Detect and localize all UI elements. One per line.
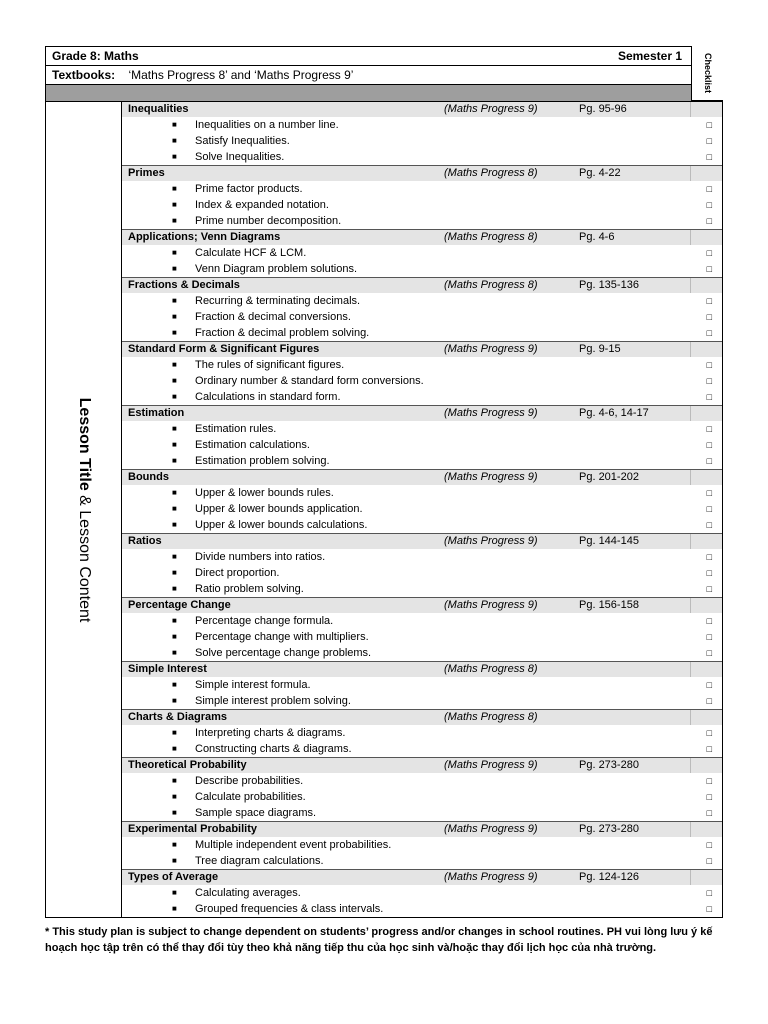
bullet-icon: ■ <box>172 184 177 193</box>
lesson-item-text: Recurring & terminating decimals. <box>195 295 361 307</box>
section-name: Simple Interest <box>128 663 207 675</box>
checkbox-icon[interactable]: □ <box>706 392 712 402</box>
lesson-item <box>122 213 722 229</box>
bullet-icon: ■ <box>172 520 177 529</box>
checkbox-icon[interactable]: □ <box>706 184 712 194</box>
lesson-item-text: Upper & lower bounds rules. <box>195 487 334 499</box>
bullet-icon: ■ <box>172 568 177 577</box>
section-name: Estimation <box>128 407 185 419</box>
checkbox-icon[interactable]: □ <box>706 136 712 146</box>
bullet-icon: ■ <box>172 840 177 849</box>
checkbox-icon[interactable]: □ <box>706 376 712 386</box>
checkbox-icon[interactable]: □ <box>706 296 712 306</box>
section-page: Pg. 4-6, 14-17 <box>579 407 649 419</box>
lesson-item <box>122 293 722 309</box>
section-title-row <box>122 102 722 117</box>
checkbox-icon[interactable]: □ <box>706 488 712 498</box>
section-book: (Maths Progress 9) <box>444 103 538 115</box>
lesson-item <box>122 581 722 597</box>
lesson-item <box>122 549 722 565</box>
checklist-header <box>691 46 723 101</box>
checkbox-icon[interactable]: □ <box>706 744 712 754</box>
lesson-item-text: Percentage change with multipliers. <box>195 631 369 643</box>
section-page: Pg. 273-280 <box>579 823 639 835</box>
section-book: (Maths Progress 8) <box>444 279 538 291</box>
section-name: Theoretical Probability <box>128 759 247 771</box>
textbooks-value: ‘Maths Progress 8’ and ‘Maths Progress 9’ <box>128 68 354 82</box>
lesson-item <box>122 389 722 405</box>
lesson-item-text: Prime factor products. <box>195 183 303 195</box>
side-column <box>46 102 122 917</box>
section-name: Applications; Venn Diagrams <box>128 231 281 243</box>
lesson-item-text: Constructing charts & diagrams. <box>195 743 352 755</box>
bullet-icon: ■ <box>172 264 177 273</box>
checkbox-icon[interactable]: □ <box>706 696 712 706</box>
lesson-item <box>122 421 722 437</box>
grade-title: Grade 8: Maths <box>52 49 139 63</box>
checkbox-icon[interactable]: □ <box>706 520 712 530</box>
section-book: (Maths Progress 9) <box>444 343 538 355</box>
lesson-item <box>122 485 722 501</box>
bullet-icon: ■ <box>172 552 177 561</box>
checkbox-icon[interactable]: □ <box>706 616 712 626</box>
lesson-item <box>122 261 722 277</box>
lesson-item-text: Estimation problem solving. <box>195 455 330 467</box>
bullet-icon: ■ <box>172 152 177 161</box>
lesson-item-text: Interpreting charts & diagrams. <box>195 727 346 739</box>
lesson-item-text: Upper & lower bounds application. <box>195 503 363 515</box>
checkbox-icon[interactable]: □ <box>706 120 712 130</box>
bullet-icon: ■ <box>172 648 177 657</box>
lesson-item <box>122 645 722 661</box>
section-book: (Maths Progress 9) <box>444 823 538 835</box>
checkbox-icon[interactable]: □ <box>706 856 712 866</box>
lesson-item <box>122 901 722 917</box>
bullet-icon: ■ <box>172 632 177 641</box>
section-name: Bounds <box>128 471 169 483</box>
bullet-icon: ■ <box>172 680 177 689</box>
section-title-row <box>122 597 722 613</box>
lesson-item <box>122 677 722 693</box>
checkbox-icon[interactable]: □ <box>706 328 712 338</box>
bullet-icon: ■ <box>172 328 177 337</box>
section-page: Pg. 273-280 <box>579 759 639 771</box>
checkbox-icon[interactable]: □ <box>706 424 712 434</box>
section-book: (Maths Progress 9) <box>444 871 538 883</box>
lesson-item-text: Calculate probabilities. <box>195 791 306 803</box>
lesson-item-text: Estimation calculations. <box>195 439 310 451</box>
textbooks-label: Textbooks: <box>52 68 116 82</box>
bullet-icon: ■ <box>172 616 177 625</box>
textbooks-row <box>45 65 723 84</box>
section-title-row <box>122 277 722 293</box>
bullet-icon: ■ <box>172 792 177 801</box>
bullet-icon: ■ <box>172 808 177 817</box>
section-page: Pg. 4-6 <box>579 231 615 243</box>
lesson-item-text: Ratio problem solving. <box>195 583 304 595</box>
lesson-item <box>122 613 722 629</box>
checkbox-icon[interactable]: □ <box>706 440 712 450</box>
lesson-item-text: Solve Inequalities. <box>195 151 285 163</box>
lesson-item <box>122 885 722 901</box>
section-title-row <box>122 229 722 245</box>
checkbox-icon[interactable]: □ <box>706 648 712 658</box>
lesson-item <box>122 325 722 341</box>
lesson-item <box>122 117 722 133</box>
checkbox-icon[interactable]: □ <box>706 360 712 370</box>
checkbox-icon[interactable]: □ <box>706 840 712 850</box>
lesson-item-text: Prime number decomposition. <box>195 215 342 227</box>
checkbox-icon[interactable]: □ <box>706 776 712 786</box>
section-page: Pg. 124-126 <box>579 871 639 883</box>
bullet-icon: ■ <box>172 904 177 913</box>
section-book: (Maths Progress 9) <box>444 599 538 611</box>
lesson-item <box>122 693 722 709</box>
lesson-item-text: Multiple independent event probabilities. <box>195 839 392 851</box>
section-book: (Maths Progress 9) <box>444 535 538 547</box>
checkbox-icon[interactable]: □ <box>706 632 712 642</box>
checkbox-icon[interactable]: □ <box>706 728 712 738</box>
lesson-item-text: Direct proportion. <box>195 567 280 579</box>
lesson-item-text: The rules of significant figures. <box>195 359 345 371</box>
checkbox-icon[interactable]: □ <box>706 216 712 226</box>
lesson-item <box>122 565 722 581</box>
checkbox-icon[interactable]: □ <box>706 584 712 594</box>
lesson-item <box>122 373 722 389</box>
bullet-icon: ■ <box>172 456 177 465</box>
lesson-item-text: Estimation rules. <box>195 423 277 435</box>
section-name: Ratios <box>128 535 162 547</box>
checkbox-icon[interactable]: □ <box>706 552 712 562</box>
checkbox-icon[interactable]: □ <box>706 888 712 898</box>
section-book: (Maths Progress 9) <box>444 471 538 483</box>
checklist-label: Checklist <box>702 52 713 94</box>
section-book: (Maths Progress 9) <box>444 407 538 419</box>
checkbox-icon[interactable]: □ <box>706 792 712 802</box>
lesson-item <box>122 197 722 213</box>
bullet-icon: ■ <box>172 248 177 257</box>
bullet-icon: ■ <box>172 216 177 225</box>
bullet-icon: ■ <box>172 584 177 593</box>
section-title-row <box>122 533 722 549</box>
lesson-item-text: Sample space diagrams. <box>195 807 317 819</box>
section-title-row <box>122 661 722 677</box>
section-book: (Maths Progress 9) <box>444 759 538 771</box>
bullet-icon: ■ <box>172 312 177 321</box>
section-name: Percentage Change <box>128 599 231 611</box>
section-title-row <box>122 709 722 725</box>
section-title-row <box>122 165 722 181</box>
section-book: (Maths Progress 8) <box>444 663 538 675</box>
lesson-item <box>122 453 722 469</box>
section-name: Standard Form & Significant Figures <box>128 343 320 355</box>
bullet-icon: ■ <box>172 776 177 785</box>
lesson-item <box>122 789 722 805</box>
checkbox-icon[interactable]: □ <box>706 456 712 466</box>
bullet-icon: ■ <box>172 488 177 497</box>
lesson-item <box>122 517 722 533</box>
checkbox-icon[interactable]: □ <box>706 200 712 210</box>
lesson-item <box>122 805 722 821</box>
lesson-item-text: Inequalities on a number line. <box>195 119 339 131</box>
checkbox-icon[interactable]: □ <box>706 312 712 322</box>
checkbox-icon[interactable]: □ <box>706 264 712 274</box>
bullet-icon: ■ <box>172 296 177 305</box>
bullet-icon: ■ <box>172 136 177 145</box>
lesson-item-text: Venn Diagram problem solutions. <box>195 263 358 275</box>
lesson-item-text: Calculate HCF & LCM. <box>195 247 307 259</box>
bullet-icon: ■ <box>172 424 177 433</box>
section-name: Charts & Diagrams <box>128 711 228 723</box>
lesson-item <box>122 741 722 757</box>
lesson-item <box>122 773 722 789</box>
bullet-icon: ■ <box>172 392 177 401</box>
section-name: Inequalities <box>128 103 189 115</box>
lesson-item <box>122 837 722 853</box>
section-name: Experimental Probability <box>128 823 257 835</box>
bullet-icon: ■ <box>172 504 177 513</box>
checkbox-icon[interactable]: □ <box>706 904 712 914</box>
lesson-item-text: Percentage change formula. <box>195 615 334 627</box>
header-divider-bar <box>45 84 723 101</box>
lesson-item-text: Satisfy Inequalities. <box>195 135 290 147</box>
section-title-row <box>122 469 722 485</box>
lesson-item <box>122 245 722 261</box>
bullet-icon: ■ <box>172 120 177 129</box>
section-page: Pg. 135-136 <box>579 279 639 291</box>
section-book: (Maths Progress 8) <box>444 167 538 179</box>
study-plan-sheet <box>45 46 723 918</box>
section-title-row <box>122 757 722 773</box>
footnote: * This study plan is subject to change dependent on students’ progress and/or changes in school routines. PH vui lòng lưu ý kế hoạch học tập trên có thể thay đổi tùy theo khả năng tiếp thu của học sinh và/hoặc thay đổi lịch học của nhà trường. <box>45 926 713 954</box>
lesson-item-text: Tree diagram calculations. <box>195 855 324 867</box>
checkbox-icon[interactable]: □ <box>706 152 712 162</box>
lesson-title-content-label: Lesson Title & Lesson Content <box>75 397 93 622</box>
section-title-row <box>122 405 722 421</box>
checkbox-icon[interactable]: □ <box>706 808 712 818</box>
section-page: Pg. 144-145 <box>579 535 639 547</box>
bullet-icon: ■ <box>172 744 177 753</box>
bullet-icon: ■ <box>172 440 177 449</box>
lesson-item-text: Simple interest problem solving. <box>195 695 351 707</box>
bullet-icon: ■ <box>172 888 177 897</box>
section-name: Types of Average <box>128 871 219 883</box>
section-title-row <box>122 341 722 357</box>
lesson-item <box>122 309 722 325</box>
lesson-item <box>122 437 722 453</box>
checkbox-icon[interactable]: □ <box>706 248 712 258</box>
checkbox-icon[interactable]: □ <box>706 680 712 690</box>
section-name: Fractions & Decimals <box>128 279 240 291</box>
lesson-item-text: Ordinary number & standard form conversions. <box>195 375 424 387</box>
lesson-table <box>45 101 723 918</box>
title-row <box>45 46 723 65</box>
section-page: Pg. 156-158 <box>579 599 639 611</box>
section-page: Pg. 201-202 <box>579 471 639 483</box>
lesson-item <box>122 133 722 149</box>
section-page: Pg. 9-15 <box>579 343 621 355</box>
lesson-item-text: Simple interest formula. <box>195 679 311 691</box>
bullet-icon: ■ <box>172 200 177 209</box>
lesson-item-text: Solve percentage change problems. <box>195 647 372 659</box>
lesson-item-text: Index & expanded notation. <box>195 199 329 211</box>
checkbox-icon[interactable]: □ <box>706 568 712 578</box>
section-title-row <box>122 869 722 885</box>
lesson-item-text: Describe probabilities. <box>195 775 304 787</box>
lesson-item-text: Grouped frequencies & class intervals. <box>195 903 384 915</box>
lesson-item-text: Divide numbers into ratios. <box>195 551 326 563</box>
lesson-item-text: Calculating averages. <box>195 887 301 899</box>
lesson-item <box>122 181 722 197</box>
bullet-icon: ■ <box>172 696 177 705</box>
lesson-item-text: Calculations in standard form. <box>195 391 341 403</box>
semester-label: Semester 1 <box>617 49 682 63</box>
bullet-icon: ■ <box>172 856 177 865</box>
section-page: Pg. 95-96 <box>579 103 627 115</box>
lesson-item-text: Fraction & decimal problem solving. <box>195 327 370 339</box>
lesson-item-text: Fraction & decimal conversions. <box>195 311 351 323</box>
lesson-item <box>122 725 722 741</box>
bullet-icon: ■ <box>172 376 177 385</box>
section-page: Pg. 4-22 <box>579 167 621 179</box>
lesson-item <box>122 629 722 645</box>
lesson-item <box>122 501 722 517</box>
lesson-item-text: Upper & lower bounds calculations. <box>195 519 368 531</box>
checkbox-icon[interactable]: □ <box>706 504 712 514</box>
bullet-icon: ■ <box>172 360 177 369</box>
section-title-row <box>122 821 722 837</box>
lesson-item <box>122 149 722 165</box>
lesson-item <box>122 853 722 869</box>
section-book: (Maths Progress 8) <box>444 231 538 243</box>
section-book: (Maths Progress 8) <box>444 711 538 723</box>
lesson-item <box>122 357 722 373</box>
section-name: Primes <box>128 167 165 179</box>
bullet-icon: ■ <box>172 728 177 737</box>
lesson-list <box>122 102 722 917</box>
